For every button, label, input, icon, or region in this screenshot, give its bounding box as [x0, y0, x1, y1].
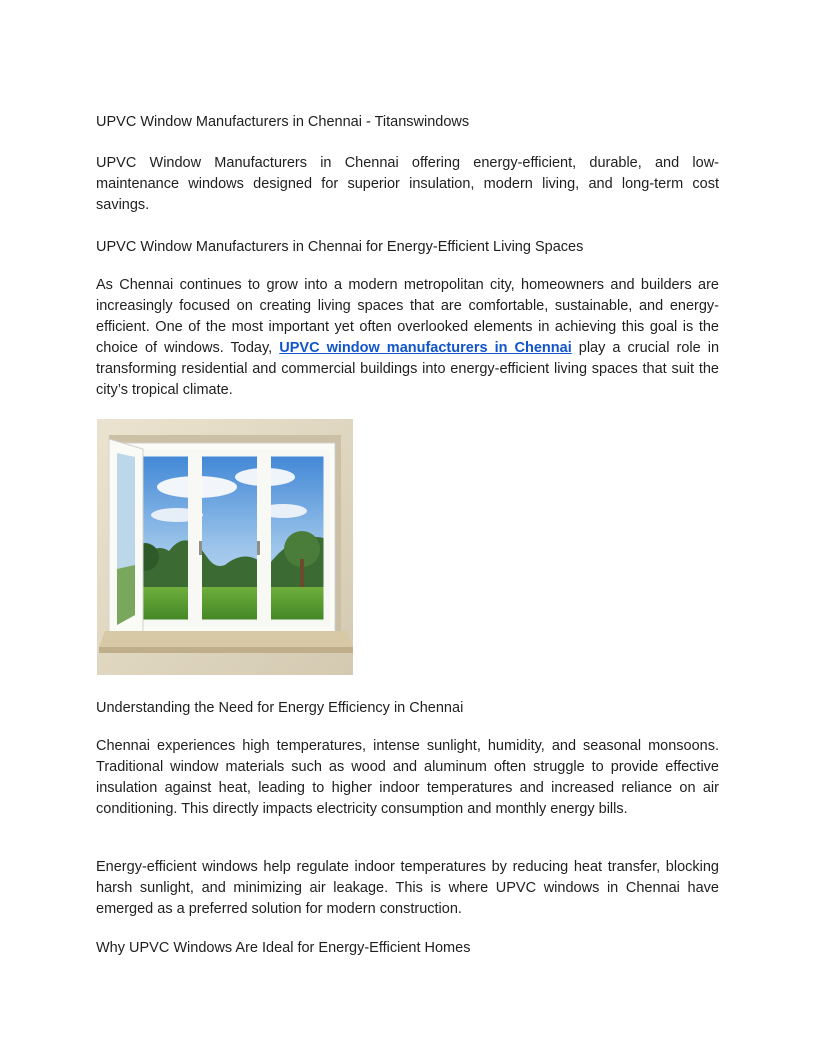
section-heading-energy-need: Understanding the Need for Energy Efficiency in Chennai	[96, 700, 464, 716]
intro-paragraph: UPVC Window Manufacturers in Chennai offering energy-efficient, durable, and low-maintenance windows designed for superior insulation, modern living, and long-term cost savings.	[96, 155, 719, 213]
section-paragraph-efficient-windows: Energy-efficient windows help regulate indoor temperatures by reducing heat transfer, blocking harsh sunlight, and minimizing air leakage. This is where UPVC windows in Chennai have emerged as a preferred solution for modern construction.	[96, 859, 719, 917]
section-heading-energy-efficient-living: UPVC Window Manufacturers in Chennai for Energy-Efficient Living Spaces	[96, 239, 584, 255]
document-title: UPVC Window Manufacturers in Chennai - Titanswindows	[96, 114, 470, 130]
paragraph-text-before-link: As Chennai continues to grow into a modern metropolitan city, homeowners and builders are increasingly focused on creating living spaces that are comfortable, sustainable, and energy-efficient. One of the most important yet often overlooked elements in achieving this goal is the choice of windows. Today,	[96, 277, 719, 356]
section-heading-why-upvc: Why UPVC Windows Are Ideal for Energy-Efficient Homes	[96, 940, 471, 956]
section-paragraph-chennai-climate: Chennai experiences high temperatures, intense sunlight, humidity, and seasonal monsoons. Traditional window materials such as wood and aluminum often struggle to provide effective insulation against heat, leading to higher indoor temperatures and increased reliance on air conditioning. This directly impacts electricity consumption and monthly energy bills.	[96, 738, 719, 817]
upvc-window-photo	[97, 419, 353, 675]
section-paragraph-chennai-growth	[96, 275, 719, 401]
upvc-manufacturers-link[interactable]: UPVC window manufacturers in Chennai	[279, 340, 572, 356]
paragraph-text-after-link: play a crucial role in transforming residential and commercial buildings into energy-efficient living spaces that suit the city’s tropical climate.	[96, 340, 720, 398]
